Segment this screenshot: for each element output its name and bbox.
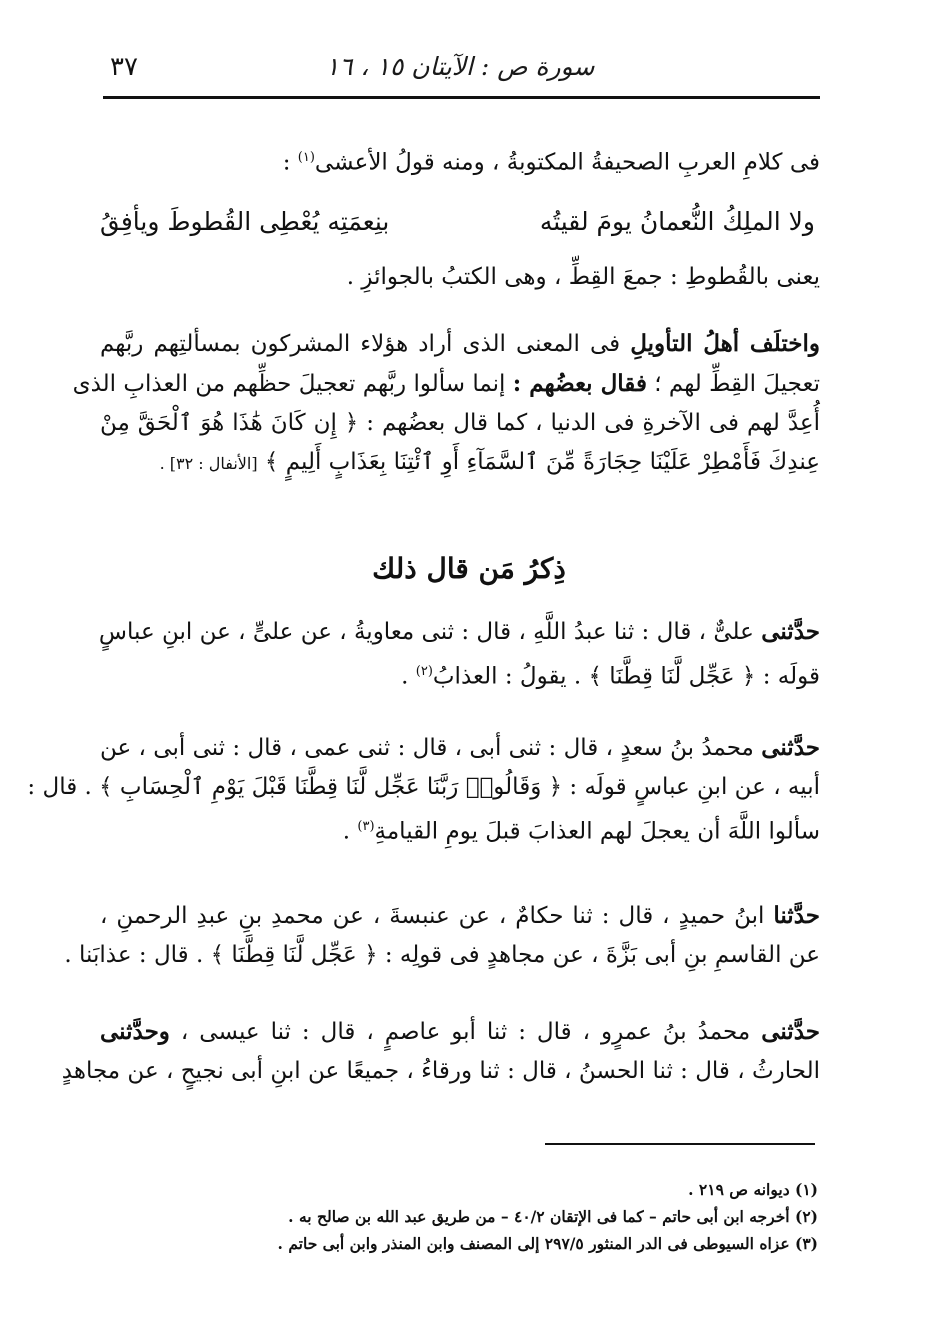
para3-text: محمدُ بنُ سعدٍ ، قال : ثنى أبى ، قال : ثنى عمى ، قال : ثنى أبى ، عن (100, 735, 762, 761)
para5-line-1 (100, 1012, 820, 1052)
para3-lead: حدَّثنى (761, 734, 820, 761)
para4-line-2: عن القاسمِ بنِ أبى بَزَّةَ ، عن مجاهدٍ فى قولِه : ﴿ عَجِّل لَّنَا قِطَّنَا ﴾ . قال : عذابَنا . (64, 942, 820, 968)
para1-text-a: تعجيلَ القِطِّ لهم ؛ (646, 371, 820, 397)
para2-line-1 (100, 612, 820, 652)
para2-end: . (401, 663, 416, 690)
para3-end: . (342, 818, 358, 845)
footnote-ref-2: (٢) (415, 664, 433, 679)
paragraph-2 (100, 612, 820, 697)
quran-reference: [الأنفال : ٣٢] . (159, 454, 258, 473)
para3-line-2: أبيه ، عن ابنِ عباسٍ قولَه : ﴿ وَقَالُوا۟ رَبَّنَا عَجِّل لَّنَا قِطَّنَا قَبْلَ يَوْمِ ٱلْحِسَابِ ﴾ . قال : (27, 774, 820, 800)
para4-lead: حدَّثنا (773, 902, 820, 929)
para2-lead: حدَّثنى (761, 618, 820, 645)
footnote-rule (545, 1143, 815, 1145)
para1-line-2 (72, 364, 820, 404)
paragraph-3 (27, 728, 820, 852)
intro-line-3: يعنى بالقُطوطِ : جمعَ القِطِّ ، وهى الكتبُ بالجوائزِ . (346, 264, 820, 290)
footnote-ref-3: (٣) (357, 819, 375, 834)
para1-bold: فقال بعضُهم : (512, 370, 647, 397)
verse-hemistich-right: ولا الملِكُ النُّعمانُ يومَ لقيتُه (539, 207, 815, 236)
para1-line-3: أُعِدَّ لهم فى الآخرةِ فى الدنيا ، كما قال بعضُهم : ﴿ إِن كَانَ هَٰذَا هُوَ ٱلْحَقَّ مِنْ (100, 410, 820, 436)
paragraph-1 (72, 324, 820, 483)
running-header (100, 40, 820, 96)
para5-line-2: الحارثُ ، قال : ثنا الحسنُ ، قال : ثنا ورقاءُ ، جميعًا عن ابنِ أبى نجيحٍ ، عن مجاهدٍ (61, 1058, 820, 1084)
para1-text: فى المعنى الذى أراد هؤلاء المشركون بمسألتِهم ربَّهم (100, 331, 631, 357)
header-rule (103, 96, 820, 99)
footnotes (100, 1176, 818, 1257)
intro-colon: : (282, 149, 291, 176)
footnote-3: (٣) عزاه السيوطى فى الدر المنثور ٢٩٧/٥ إلى المصنف وابن المنذر وابن أبى حاتم . (277, 1234, 818, 1253)
para5-text: محمدُ بنُ عمرٍو ، قال : ثنا أبو عاصمٍ ، قال : ثنا عيسى ، (169, 1019, 762, 1045)
para1-line-1 (100, 324, 820, 364)
verse-block (100, 200, 820, 244)
page-number: ٣٧ (110, 52, 138, 82)
para4-line-1 (100, 896, 820, 936)
intro-block (100, 138, 820, 183)
quran-quote: عِندِكَ فَأَمْطِرْ عَلَيْنَا حِجَارَةً مِّنَ ٱلسَّمَآءِ أَوِ ٱئْتِنَا بِعَذَابٍ أَلِيمٍ ﴾ (264, 449, 820, 475)
para3-line-3 (100, 807, 820, 852)
footnote-2: (٢) أخرجه ابن أبى حاتم – كما فى الإتقان ٤٠/٢ – من طريق عبد الله بن صالح به . (288, 1207, 818, 1226)
poetry-verse (100, 200, 820, 244)
footnote-1: (١) ديوانه ص ٢١٩ . (688, 1180, 818, 1199)
para1-text-b: إنما سألوا ربَّهم تعجيلَ حظِّهم من العذابِ الذى (72, 371, 513, 397)
para5-bold: وحدَّثنى (100, 1018, 170, 1045)
intro-line-1 (100, 138, 820, 183)
para5-lead: حدَّثنى (761, 1018, 820, 1045)
para3-line-1 (100, 728, 820, 768)
section-title: ذِكرُ مَن قال ذلك (372, 552, 566, 585)
para2-text: علىٌّ ، قال : ثنا عبدُ اللَّهِ ، قال : ثنى معاويةُ ، عن علىٍّ ، عن ابنِ عباسٍ (98, 619, 762, 645)
para1-lead: واختلَف أهلُ التأويلِ (630, 330, 820, 357)
intro-block-2 (100, 258, 820, 297)
para4-text: ابنُ حميدٍ ، قال : ثنا حكامٌ ، عن عنبسةَ ، عن محمدِ بنِ عبدِ الرحمنِ ، (100, 903, 774, 929)
para3-text-3: سألوا اللَّهَ أن يعجلَ لهم العذابَ قبلَ يومِ القيامةِ (374, 818, 820, 845)
intro-text: فى كلامِ العربِ الصحيفةُ المكتوبةُ ، ومنه قولُ الأعشى (314, 149, 820, 176)
para2-text-2: قولَه : ﴿ عَجِّل لَّنَا قِطَّنَا ﴾ . يقولُ : العذابُ (432, 663, 820, 690)
para1-line-4 (100, 443, 820, 483)
paragraph-4 (64, 896, 820, 975)
paragraph-5 (61, 1012, 820, 1091)
footnote-ref-1: (١) (297, 150, 315, 165)
verse-hemistich-left: بنِعمَتِه يُعْطِى القُطوطَ ويأفِقُ (100, 207, 390, 236)
para2-line-2 (100, 652, 820, 697)
header-title: سورة ص : الآيتان ١٥ ، ١٦ (325, 52, 595, 81)
